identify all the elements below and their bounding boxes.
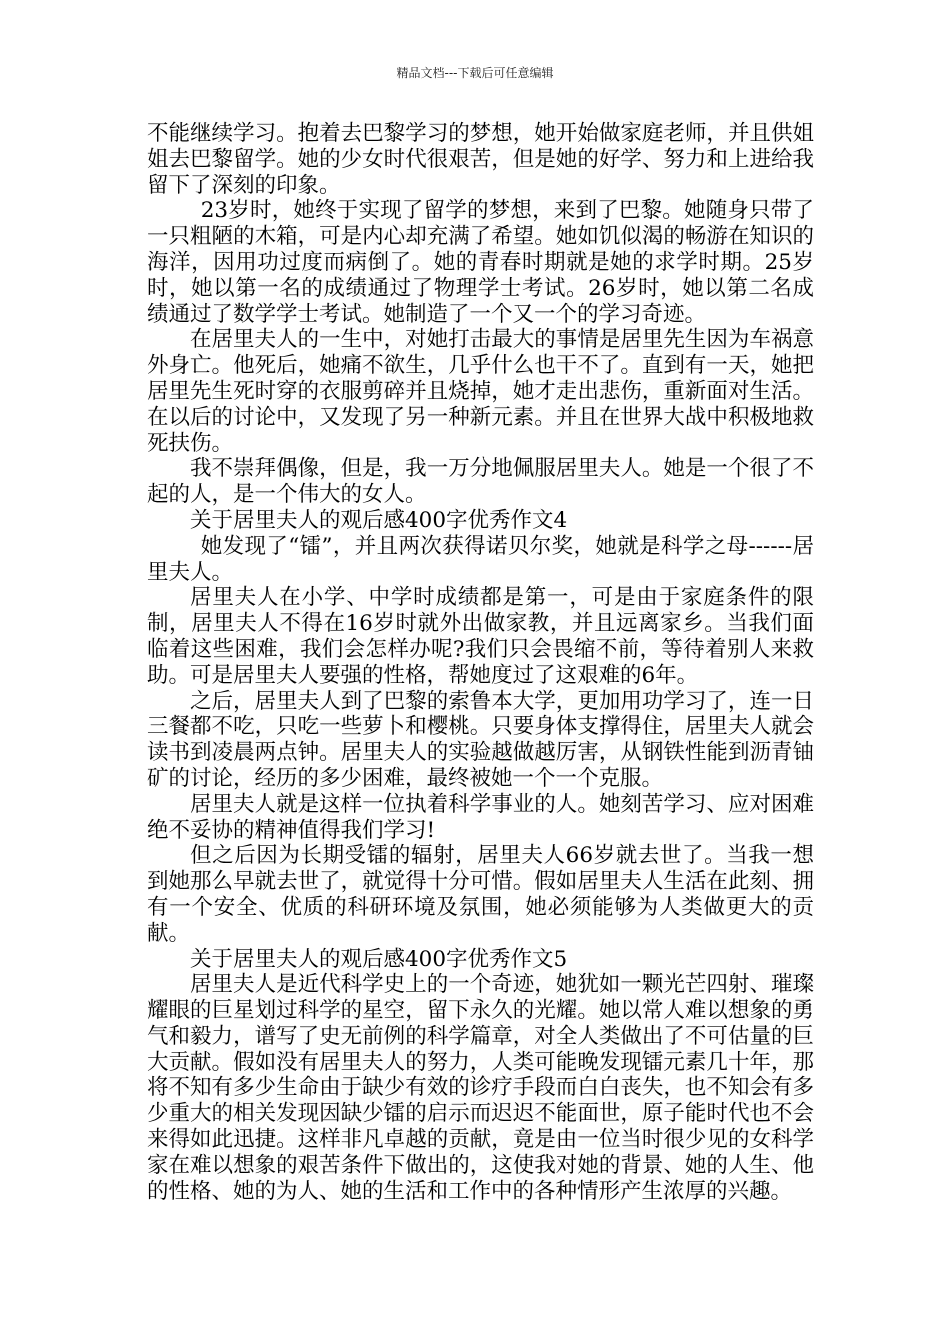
paragraph: 居里夫人是近代科学史上的一个奇迹，她犹如一颗光芒四射、璀璨耀眼的巨星划过科学的星空，留下永久的光耀。她以常人难以想象的勇气和毅力，谱写了史无前例的科学篇章，对全人类做出了不可估量的巨大贡献。假如没有居里夫人的努力，人类可能晚发现镭元素几十年，那将不知有多少生命由于缺少有效的诊疗手段而白白丧失，也不知会有多少重大的相关发现因缺少镭的启示而迟迟不能面世，原子能时代也不会来得如此迅捷。这样非凡卓越的贡献，竟是由一位当时很少见的女科学家在难以想象的艰苦条件下做出的，这使我对她的背景、她的人生、他的性格、她的为人、她的生活和工作中的各种情形产生浓厚的兴趣。 bbox=[147, 972, 814, 1204]
section-title-essay-5: 关于居里夫人的观后感400字优秀作文5 bbox=[190, 946, 568, 972]
paragraph: 我不崇拜偶像，但是，我一万分地佩服居里夫人。她是一个很了不起的人，是一个伟大的女人。 bbox=[147, 456, 814, 508]
paragraph: 23岁时，她终于实现了留学的梦想，来到了巴黎。她随身只带了一只粗陋的木箱，可是内心却充满了希望。她如饥似渴的畅游在知识的海洋，因用功过度而病倒了。她的青春时期就是她的求学时期。25岁时，她以第一名的成绩通过了物理学士考试。26岁时，她以第二名成绩通过了数学学士考试。她制造了一个又一个的学习奇迹。 bbox=[147, 198, 814, 327]
paragraph: 她发现了“镭”，并且两次获得诺贝尔奖，她就是科学之母------居里夫人。 bbox=[147, 533, 814, 585]
paragraph: 居里夫人就是这样一位执着科学事业的人。她刻苦学习、应对困难绝不妥协的精神值得我们学习! bbox=[147, 791, 814, 843]
paragraph-continued: 不能继续学习。抱着去巴黎学习的梦想，她开始做家庭老师，并且供姐姐去巴黎留学。她的少女时代很艰苦，但是她的好学、努力和上进给我留下了深刻的印象。 bbox=[147, 121, 814, 198]
paragraph: 之后，居里夫人到了巴黎的索鲁本大学，更加用功学习了，连一日三餐都不吃，只吃一些萝卜和樱桃。只要身体支撑得住，居里夫人就会读书到凌晨两点钟。居里夫人的实验越做越厉害，从钢铁性能到沥青铀矿的讨论，经历的多少困难，最终被她一个一个克服。 bbox=[147, 688, 814, 791]
paragraph: 居里夫人在小学、中学时成绩都是第一，可是由于家庭条件的限制，居里夫人不得在16岁时就外出做家教，并且远离家乡。当我们面临着这些困难，我们会怎样办呢?我们只会畏缩不前，等待着别人来救助。可是居里夫人要强的性格，帮她度过了这艰难的6年。 bbox=[147, 585, 814, 688]
paragraph: 但之后因为长期受镭的辐射，居里夫人66岁就去世了。当我一想到她那么早就去世了，就觉得十分可惜。假如居里夫人生活在此刻、拥有一个安全、优质的科研环境及氛围，她必须能够为人类做更大的贡献。 bbox=[147, 843, 814, 946]
document-body bbox=[147, 121, 814, 1204]
page-header: 精品文档---下载后可任意编辑 bbox=[396, 66, 554, 80]
section-title-essay-4: 关于居里夫人的观后感400字优秀作文4 bbox=[190, 507, 568, 533]
paragraph: 在居里夫人的一生中，对她打击最大的事情是居里先生因为车祸意外身亡。他死后，她痛不欲生，几乎什么也干不了。直到有一天，她把居里先生死时穿的衣服剪碎并且烧掉，她才走出悲伤，重新面对生活。在以后的讨论中，又发现了另一种新元素。并且在世界大战中积极地救死扶伤。 bbox=[147, 327, 814, 456]
